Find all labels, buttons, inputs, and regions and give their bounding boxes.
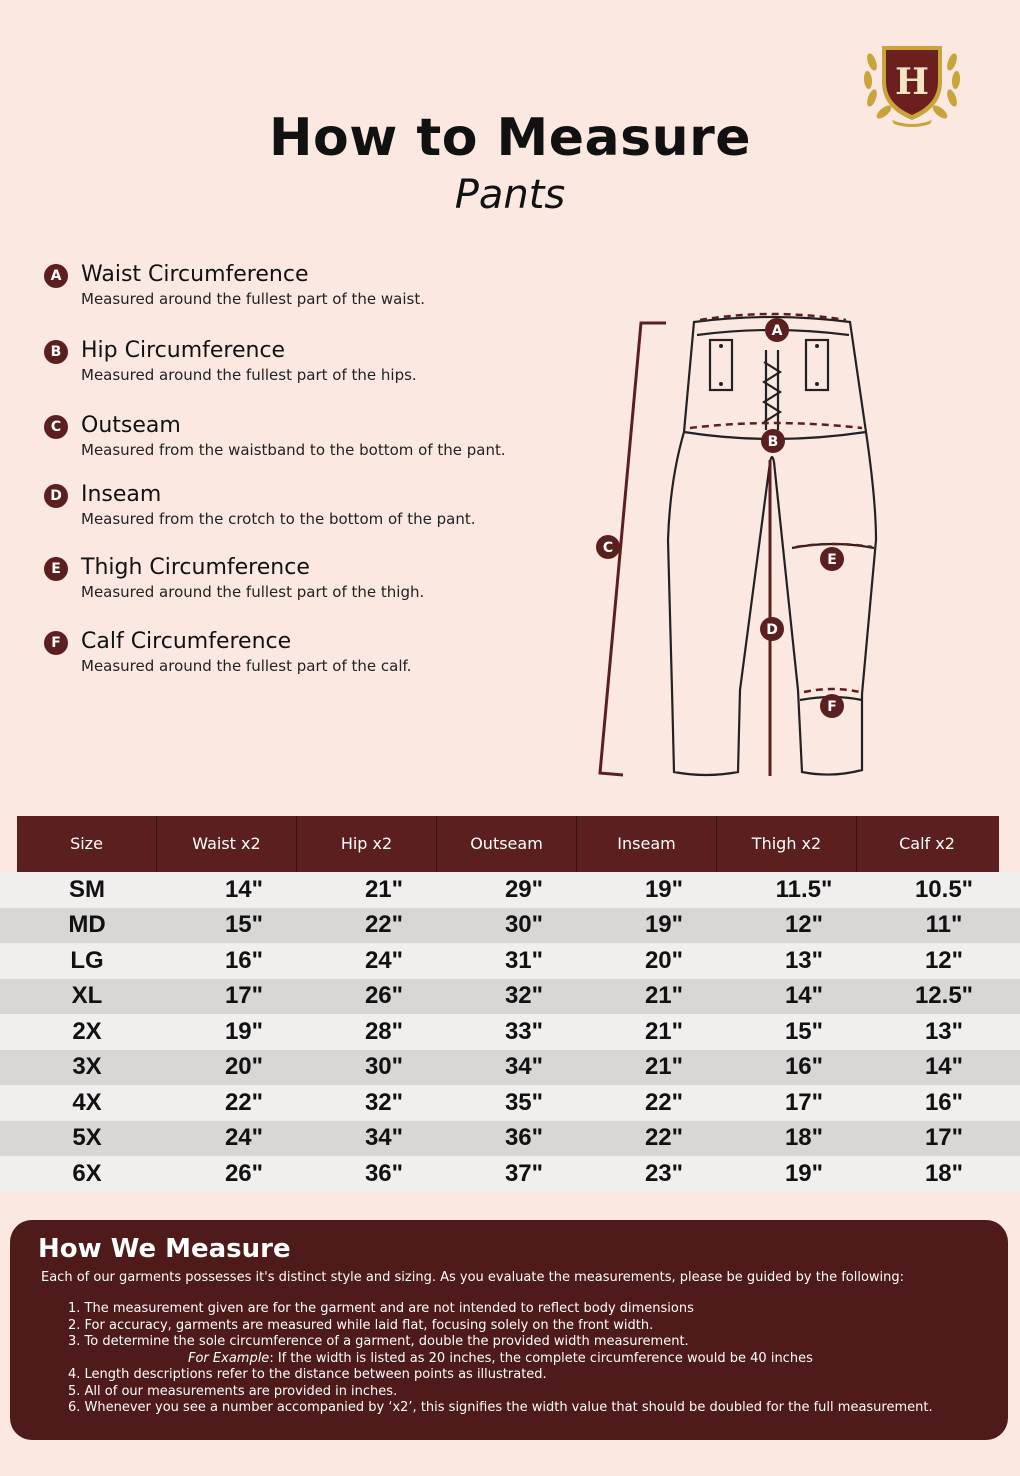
list-item: 1. The measurement given are for the garment and are not intended to reflect body dimensions xyxy=(68,1301,694,1316)
measurement-cell: 20" xyxy=(224,1053,264,1081)
size-cell: LG xyxy=(70,946,104,974)
measurement-cell: 19" xyxy=(224,1017,264,1045)
diagram-label-c: C xyxy=(602,540,614,556)
header-outseam: Outseam xyxy=(437,816,577,872)
definition-name: Inseam xyxy=(81,482,162,507)
badge-c: C xyxy=(44,415,68,439)
table-row xyxy=(0,1050,1020,1086)
measurement-cell: 36" xyxy=(504,1124,544,1152)
header-waist: Waist x2 xyxy=(157,816,297,872)
measurement-cell: 18" xyxy=(924,1159,964,1187)
measurement-cell: 14" xyxy=(784,982,824,1010)
size-cell: 6X xyxy=(72,1159,102,1187)
measurement-cell: 14" xyxy=(924,1053,964,1081)
diagram-label-b: B xyxy=(767,434,779,450)
table-row xyxy=(0,1121,1020,1157)
badge-d: D xyxy=(44,484,68,508)
measurement-cell: 11" xyxy=(925,911,963,939)
list-item-example xyxy=(68,1351,933,1368)
list-item: 6. Whenever you see a number accompanied by ‘x2’, this signifies the width value that should be doubled for the full measurement. xyxy=(68,1400,933,1415)
table-row xyxy=(0,943,1020,979)
header-calf: Calf x2 xyxy=(899,834,955,853)
definition-description: Measured from the waistband to the bottom of the pant. xyxy=(81,441,506,459)
measurement-cell: 22" xyxy=(644,1124,684,1152)
measurement-cell: 21" xyxy=(644,1017,684,1045)
measurement-cell: 35" xyxy=(504,1088,544,1116)
measurement-cell: 17" xyxy=(224,982,264,1010)
measurement-cell: 20" xyxy=(644,946,684,974)
definition-description: Measured around the fullest part of the hips. xyxy=(81,366,417,384)
header-inseam: Inseam xyxy=(577,816,717,872)
measurement-cell: 33" xyxy=(504,1017,544,1045)
measurement-cell: 32" xyxy=(504,982,544,1010)
measurement-cell: 28" xyxy=(364,1017,404,1045)
how-we-measure-intro: Each of our garments possesses it's distinct style and sizing. As you evaluate the measurements, please be guided by the following: xyxy=(41,1270,905,1285)
pants-diagram xyxy=(588,310,888,790)
badge-f: F xyxy=(44,631,68,655)
definition-name: Hip Circumference xyxy=(81,338,286,363)
table-row xyxy=(0,1014,1020,1050)
badge-e: E xyxy=(44,557,68,581)
how-we-measure-panel xyxy=(10,1220,1008,1440)
measurement-cell: 19" xyxy=(784,1159,824,1187)
measurement-cell: 10.5" xyxy=(914,875,974,903)
size-table-body xyxy=(0,872,1020,1192)
measurement-cell: 21" xyxy=(644,982,684,1010)
measurement-cell: 11.5" xyxy=(775,875,833,903)
measurement-cell: 30" xyxy=(364,1053,404,1081)
definition-description: Measured around the fullest part of the thigh. xyxy=(81,583,425,601)
list-item: 5. All of our measurements are provided in inches. xyxy=(68,1383,398,1399)
measurement-cell: 34" xyxy=(364,1124,404,1152)
measurement-cell: 36" xyxy=(364,1159,404,1187)
size-cell: SM xyxy=(69,875,105,903)
badge-a: A xyxy=(44,264,68,288)
measurement-cell: 22" xyxy=(644,1088,684,1116)
how-we-measure-heading: How We Measure xyxy=(38,1234,291,1264)
measurement-cell: 22" xyxy=(364,911,404,939)
header-hip: Hip x2 xyxy=(297,816,437,872)
measurement-cell: 34" xyxy=(504,1053,544,1081)
logo-letter: H xyxy=(894,61,930,103)
definition-name: Thigh Circumference xyxy=(81,555,310,580)
measurement-cell: 22" xyxy=(224,1088,264,1116)
table-row xyxy=(0,908,1020,944)
page-title: How to Measure xyxy=(268,108,752,168)
measurement-cell: 26" xyxy=(364,982,404,1010)
measurement-cell: 30" xyxy=(504,911,544,939)
size-cell: 2X xyxy=(72,1017,102,1045)
table-row xyxy=(0,1085,1020,1121)
measurement-cell: 17" xyxy=(924,1124,964,1152)
definition-description: Measured from the crotch to the bottom of the pant. xyxy=(81,510,476,528)
measurement-cell: 15" xyxy=(784,1017,824,1045)
badge-b: B xyxy=(44,340,68,364)
size-table-header xyxy=(17,816,999,872)
measurement-cell: 15" xyxy=(224,911,264,939)
measurement-cell: 16" xyxy=(924,1088,964,1116)
header-thigh: Thigh x2 xyxy=(717,816,857,872)
measurement-cell: 19" xyxy=(644,875,684,903)
definition-name: Waist Circumference xyxy=(81,262,309,287)
definition-description: Measured around the fullest part of the calf. xyxy=(81,657,412,675)
measurement-cell: 31" xyxy=(504,946,544,974)
measurement-cell: 13" xyxy=(924,1017,964,1045)
definition-name: Outseam xyxy=(81,413,181,438)
list-item: 2. For accuracy, garments are measured while laid flat, focusing solely on the front width. xyxy=(68,1317,654,1333)
measurement-cell: 24" xyxy=(224,1124,264,1152)
diagram-label-f: F xyxy=(827,699,837,715)
table-row xyxy=(0,1156,1020,1192)
table-row xyxy=(0,979,1020,1015)
header-size: Size xyxy=(17,816,157,872)
measurement-cell: 26" xyxy=(224,1159,264,1187)
how-we-measure-list xyxy=(68,1301,933,1417)
size-cell: 5X xyxy=(72,1124,102,1152)
example-label: For Example xyxy=(188,1350,270,1366)
diagram-label-a: A xyxy=(771,323,783,339)
measurement-cell: 12" xyxy=(924,946,964,974)
table-row xyxy=(0,872,1020,908)
measurement-cell: 29" xyxy=(504,875,544,903)
measurement-cell: 16" xyxy=(784,1053,824,1081)
measurement-cell: 37" xyxy=(504,1159,544,1187)
size-cell: MD xyxy=(68,911,106,939)
measurement-cell: 16" xyxy=(224,946,264,974)
measurement-cell: 19" xyxy=(644,911,684,939)
measurement-cell: 12" xyxy=(784,911,824,939)
size-cell: 4X xyxy=(72,1088,102,1116)
measurement-cell: 14" xyxy=(224,875,264,903)
size-cell: XL xyxy=(71,982,103,1010)
measurement-cell: 32" xyxy=(364,1088,404,1116)
measurement-cell: 17" xyxy=(784,1088,824,1116)
size-cell: 3X xyxy=(72,1053,102,1081)
measurement-cell: 21" xyxy=(364,875,404,903)
measurement-cell: 23" xyxy=(644,1159,684,1187)
diagram-label-d: D xyxy=(766,622,778,638)
measurement-cell: 24" xyxy=(364,946,404,974)
measurement-cell: 13" xyxy=(784,946,824,974)
measurement-cell: 12.5" xyxy=(914,982,974,1010)
example-text: : If the width is listed as 20 inches, the complete circumference would be 40 inches xyxy=(269,1350,813,1366)
measurement-cell: 21" xyxy=(644,1053,684,1081)
list-item: 4. Length descriptions refer to the distance between points as illustrated. xyxy=(68,1367,547,1382)
page-subtitle: Pants xyxy=(454,172,566,218)
list-item: 3. To determine the sole circumference of a garment, double the provided width measurement. xyxy=(68,1334,689,1349)
definition-description: Measured around the fullest part of the waist. xyxy=(81,290,425,308)
measurement-cell: 18" xyxy=(784,1124,824,1152)
definition-name: Calf Circumference xyxy=(81,629,292,654)
diagram-label-e: E xyxy=(827,552,837,568)
